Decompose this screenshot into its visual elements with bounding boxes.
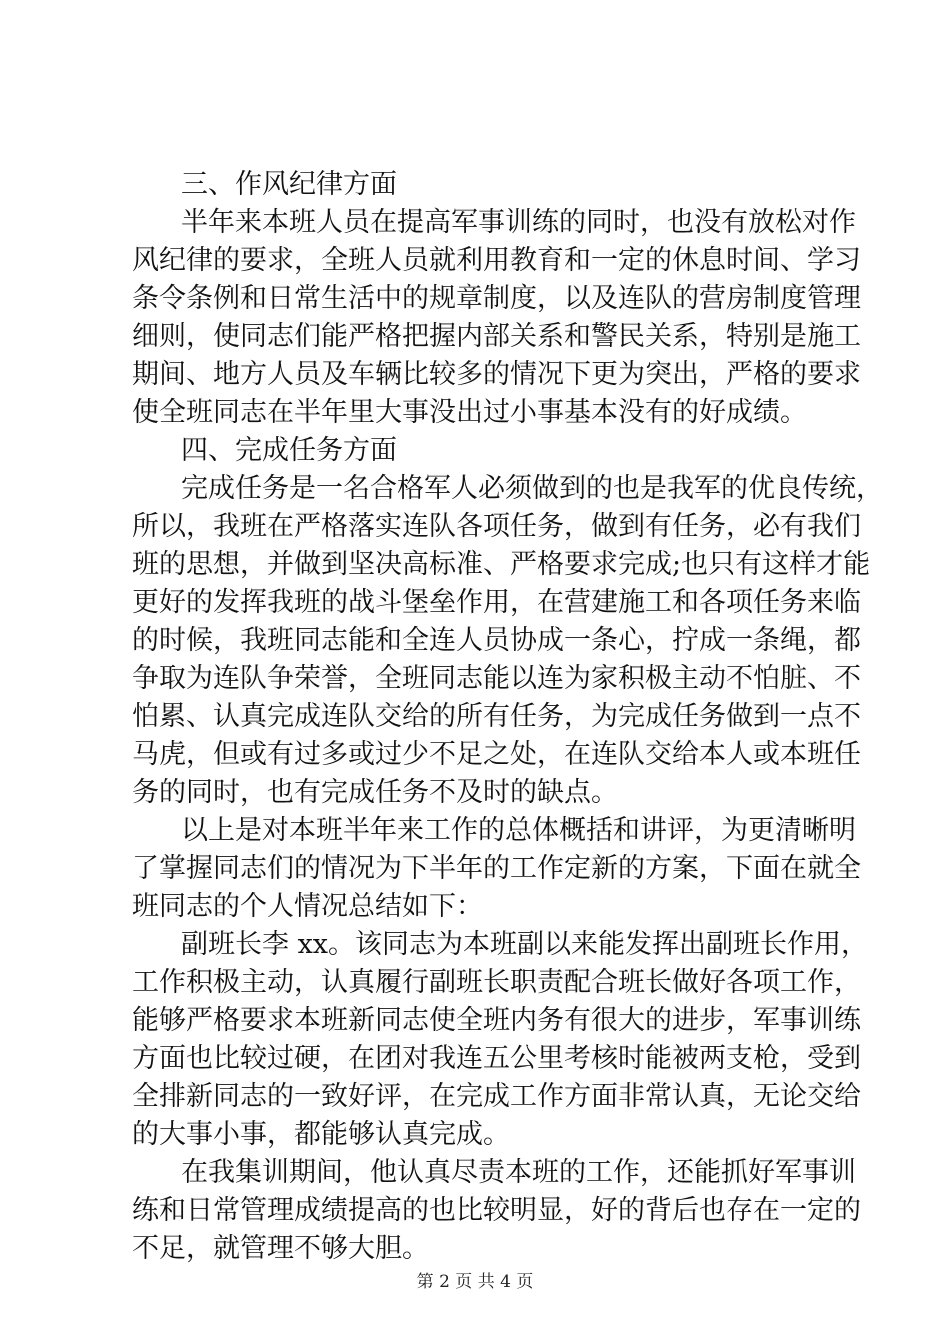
paragraph-line: 全排新同志的一致好评，在完成工作方面非常认真，无论交给 (132, 1081, 861, 1112)
paragraph-line: 半年来本班人员在提高军事训练的同时，也没有放松对作 (181, 207, 856, 238)
paragraph-line: 使全班同志在半年里大事没出过小事基本没有的好成绩。 (132, 397, 807, 428)
paragraph-line: 以上是对本班半年来工作的总体概括和讲评，为更清晰明 (181, 815, 856, 846)
paragraph-line: 细则，使同志们能严格把握内部关系和警民关系，特别是施工 (132, 321, 861, 352)
paragraph-line: 班的思想，并做到坚决高标准、严格要求完成;也只有这样才能 (132, 549, 871, 580)
paragraph-line: 务的同时，也有完成任务不及时的缺点。 (132, 777, 618, 808)
heading-task-completion: 四、完成任务方面 (181, 435, 397, 466)
paragraph-line: 的时候，我班同志能和全连人员协成一条心，拧成一条绳，都 (132, 625, 861, 656)
paragraph-line: 副班长李 xx。该同志为本班副以来能发挥出副班长作用， (181, 929, 869, 960)
heading-discipline: 三、作风纪律方面 (181, 169, 397, 200)
paragraph-line: 更好的发挥我班的战斗堡垒作用，在营建施工和各项任务来临 (132, 587, 861, 618)
paragraph-line: 条令条例和日常生活中的规章制度，以及连队的营房制度管理 (132, 283, 861, 314)
paragraph-line: 在我集训期间，他认真尽责本班的工作，还能抓好军事训 (181, 1157, 856, 1188)
paragraph-line: 完成任务是一名合格军人必须做到的也是我军的优良传统， (181, 473, 883, 504)
paragraph-line: 的大事小事，都能够认真完成。 (132, 1119, 510, 1150)
paragraph-line: 班同志的个人情况总结如下： (132, 891, 483, 922)
paragraph-line: 期间、地方人员及车辆比较多的情况下更为突出，严格的要求 (132, 359, 861, 390)
paragraph-line: 争取为连队争荣誉，全班同志能以连为家积极主动不怕脏、不 (132, 663, 861, 694)
paragraph-line: 能够严格要求本班新同志使全班内务有很大的进步，军事训练 (132, 1005, 861, 1036)
paragraph-line: 马虎，但或有过多或过少不足之处，在连队交给本人或本班任 (132, 739, 861, 770)
paragraph-line: 了掌握同志们的情况为下半年的工作定新的方案，下面在就全 (132, 853, 861, 884)
paragraph-line: 风纪律的要求，全班人员就利用教育和一定的休息时间、学习 (132, 245, 861, 276)
paragraph-line: 工作积极主动，认真履行副班长职责配合班长做好各项工作， (132, 967, 861, 998)
paragraph-line: 练和日常管理成绩提高的也比较明显，好的背后也存在一定的 (132, 1195, 861, 1226)
page-footer: 第 2 页 共 4 页 (416, 1272, 534, 1292)
paragraph-line: 所以，我班在严格落实连队各项任务，做到有任务，必有我们 (132, 511, 861, 542)
paragraph-line: 方面也比较过硬，在团对我连五公里考核时能被两支枪，受到 (132, 1043, 861, 1074)
paragraph-line: 不足，就管理不够大胆。 (132, 1233, 429, 1264)
paragraph-line: 怕累、认真完成连队交给的所有任务，为完成任务做到一点不 (132, 701, 861, 732)
